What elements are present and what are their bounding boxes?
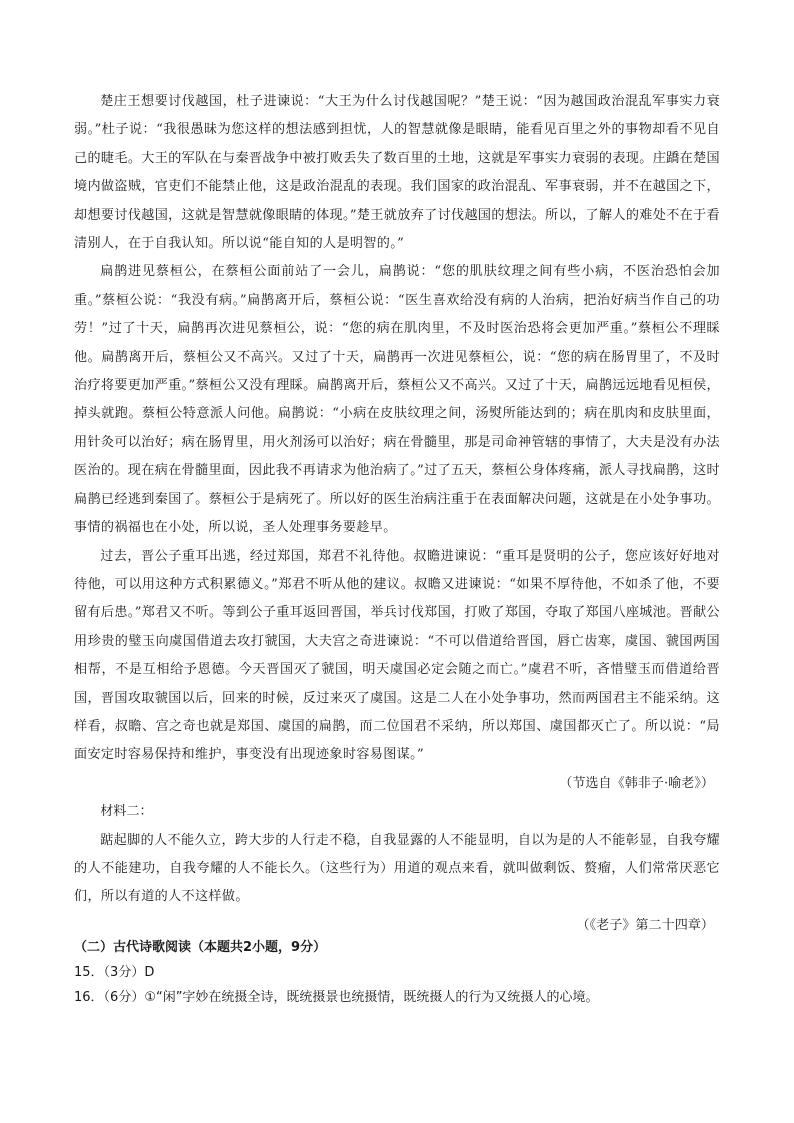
material-two-title: 材料二： bbox=[100, 804, 153, 820]
material-two-text: 踮起脚的人不能久立，跨大步的人行走不稳，自我显露的人不能显明，自以为是的人不能彰显，自我夸耀的人不能建功，自我夸耀的人不能长久。（这些行为）用道的观点来看，就叫做剩饭、赘瘤，人们常常厌恶它们，所以有道的人不这样做。 bbox=[74, 832, 720, 905]
paragraph-chong-er: 过去，晋公子重耳出逃，经过郑国，郑君不礼待他。叔瞻进谏说：“重耳是贤明的公子，您应该好好地对待他，可以用这种方式积累德义。”郑君不听从他的建议。叔瞻又进谏说：“如果不厚待他，不如杀了他，不要留有后患。”郑君又不听。等到公子重耳返回晋国，举兵讨伐郑国，打败了郑国，夺取了郑国八座城池。晋献公用珍贵的璧玉向虞国借道去攻打虢国，大夫宫之奇进谏说：“不可以借道给晋国，唇亡齿寒，虞国、虢国两国相帮，不是互相给予恩德。今天晋国灭了虢国，明天虞国必定会随之而亡。”虞君不听，吝惜璧玉而借道给晋国，晋国攻取虢国以后，回来的时候，反过来灭了虞国。这是二人在小处争事功，然而两国君主不能采纳。这样看，叔瞻、宫之奇也就是郑国、虞国的扁鹊，而二位国君不采纳，所以郑国、虞国都灭亡了。所以说：“局面安定时容易保持和维护，事变没有出现迹象时容易图谋。” bbox=[74, 548, 720, 763]
question-16-answer: 16．（6分）①“闲”字妙在统摄全诗，既统摄景也统摄情，既统摄人的行为又统摄人的心境。 bbox=[74, 990, 599, 1005]
poetry-questions-section bbox=[74, 935, 734, 1010]
translation-passage bbox=[74, 88, 720, 940]
question-15-answer: 15．（3分）D bbox=[74, 965, 155, 980]
section-heading: （二）古代诗歌阅读（本题共2小题，9分） bbox=[74, 940, 327, 955]
paragraph-chu-zhuang-wang: 楚庄王想要讨伐越国，杜子进谏说：“大王为什么讨伐越国呢？”楚王说：“因为越国政治混乱军事实力衰弱。”杜子说：“我很愚昧为您这样的想法感到担忧，人的智慧就像是眼睛，能看见百里之外的事物却看不见自己的睫毛。大王的军队在与秦晋战争中被打败丢失了数百里的土地，这就是军事实力衰弱的表现。庄蹻在楚国境内做盗贼，官吏们不能禁止他，这是政治混乱的表现。我们国家的政治混乱、军事衰弱，并不在越国之下，却想要讨伐越国，这就是智慧就像眼睛的体现。”楚王就放弃了讨伐越国的想法。所以，了解人的难处不在于看清别人，在于自我认知。所以说“能自知的人是明智的。” bbox=[74, 94, 720, 252]
paragraph-bian-que: 扁鹊进见蔡桓公，在蔡桓公面前站了一会儿，扁鹊说：“您的肌肤纹理之间有些小病，不医治恐怕会加重。”蔡桓公说：“我没有病。”扁鹊离开后，蔡桓公说：“医生喜欢给没有病的人治病，把治好病当作自己的功劳！”过了十天，扁鹊再次进见蔡桓公，说：“您的病在肌肉里，不及时医治恐将会更加严重。”蔡桓公不理睬他。扁鹊离开后，蔡桓公又不高兴。又过了十天，扁鹊再一次进见蔡桓公，说：“您的病在肠胃里了，不及时治疗将要更加严重。”蔡桓公又没有理睬。扁鹊离开后，蔡桓公又不高兴。又过了十天，扁鹊远远地看见桓侯，掉头就跑。蔡桓公特意派人问他。扁鹊说：“小病在皮肤纹理之间，汤熨所能达到的；病在肌肉和皮肤里面，用针灸可以治好；病在肠胃里，用火剂汤可以治好；病在骨髓里，那是司命神管辖的事情了，大夫是没有办法医治的。现在病在骨髓里面，因此我不再请求为他治病了。”过了五天，蔡桓公身体疼痛，派人寻找扁鹊，这时扁鹊已经逃到秦国了。蔡桓公于是病死了。所以好的医生治病注重于在表面解决问题，这就是在小处争事功。事情的祸福也在小处，所以说，圣人处理事务要趁早。 bbox=[74, 264, 720, 536]
source-han-feizi: （节选自《韩非子·喻老》） bbox=[559, 775, 714, 791]
source-laozi: （《老子》第二十四章） bbox=[576, 917, 714, 933]
